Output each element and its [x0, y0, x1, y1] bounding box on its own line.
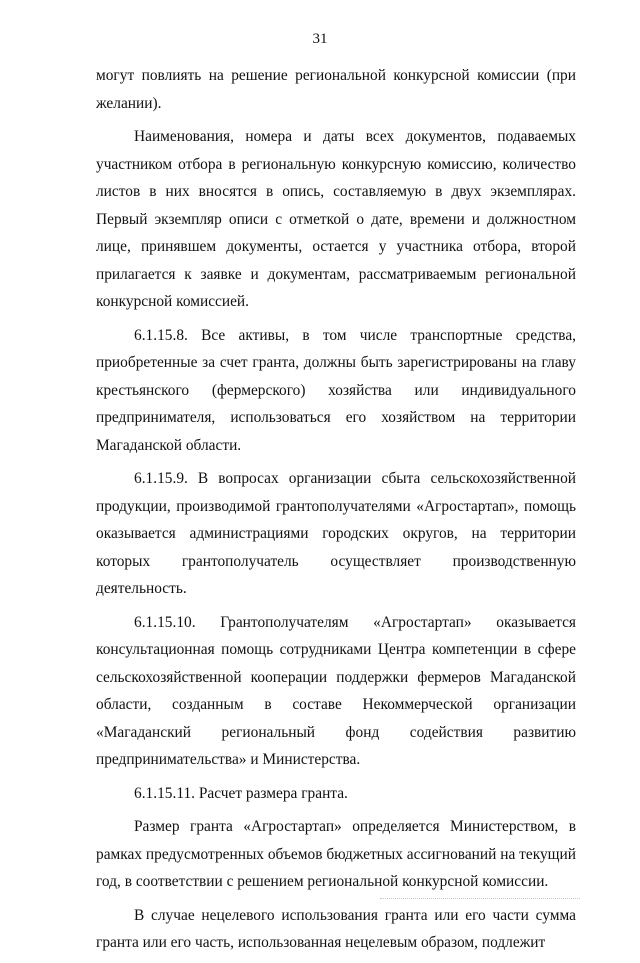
document-body: [96, 62, 576, 963]
paragraph-misuse: В случае нецелевого использования гранта или его части сумма гранта или его часть, использованная нецелевым образом, подлежит: [96, 906, 576, 951]
paragraph-6-1-15-9: 6.1.15.9. В вопросах организации сбыта сельскохозяйственной продукции, производимой грантополучателями «Агростартап», помощь оказывается администрациями городских округов, на территории которых грантополучатель осуществляет производственную деятельность.: [96, 470, 576, 597]
paragraph-inventory: Наименования, номера и даты всех документов, подаваемых участником отбора в региональную конкурсную комиссию, количество листов в них вносятся в опись, составляемую в двух экземплярах. Первый экземпляр описи с отметкой о дате, времени и должностном лице, принявшем документы, остается у участника отбора, второй прилагается к заявке и документам, рассматриваемым региональной конкурсной комиссией.: [96, 128, 576, 310]
paragraph-grant-size: Размер гранта «Агростартап» определяется Министерством, в рамках предусмотренных объемов бюджетных ассигнований на текущий год, в соответствии с решением региональной конкурсной комиссии.: [96, 818, 576, 890]
paragraph-6-1-15-8: 6.1.15.8. Все активы, в том числе транспортные средства, приобретенные за счет гранта, должны быть зарегистрированы на главу крестьянского (фермерского) хозяйства или индивидуального предпринимателя, использоваться его хозяйством на территории Магаданской области.: [96, 326, 576, 454]
scan-artifact-line: [380, 898, 580, 900]
paragraph-6-1-15-11: 6.1.15.11. Расчет размера гранта.: [134, 784, 348, 802]
paragraph-continuation: могут повлиять на решение региональной конкурсной комиссии (при желании).: [96, 67, 576, 112]
page-number: 31: [312, 31, 328, 47]
paragraph-6-1-15-10: 6.1.15.10. Грантополучателям «Агростартап» оказывается консультационная помощь сотрудниками Центра компетенции в сфере сельскохозяйственной кооперации поддержки фермеров Магаданской области, созданным в составе Некоммерческой организации «Магаданский региональный фонд содействия развитию предпринимательства» и Министерства.: [96, 613, 576, 768]
